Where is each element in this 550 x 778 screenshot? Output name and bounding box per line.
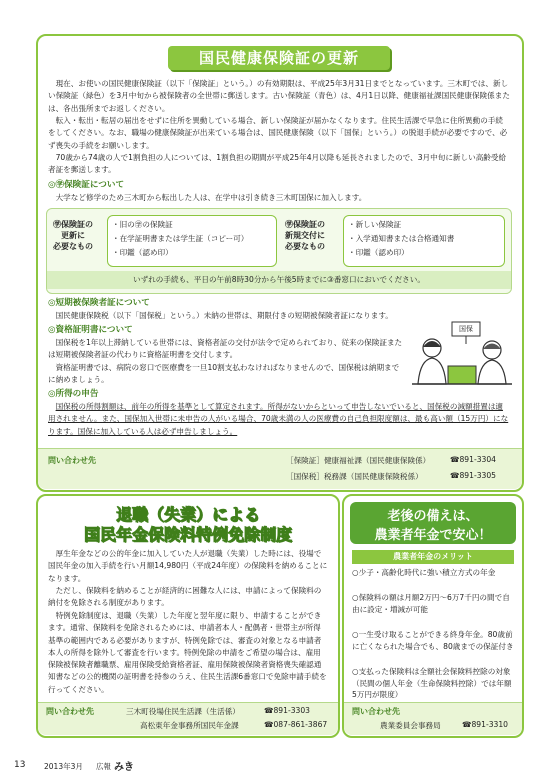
taishoku-contact-dept-1: 三木町役場住民生活課（生活係） — [126, 707, 240, 716]
taishoku-paragraph-2: ただし、保険料を納めることが経済的に困難な人には、申請によって保険料の納付を免除される制度があります。 — [48, 586, 322, 608]
gaku-heading: ◎㊫保険証について — [48, 180, 125, 190]
merit-item-1: ○少子・高齢化時代に強い積立方式の年金 — [352, 568, 496, 577]
nenkin-title-line1: 老後の備えは、 — [387, 509, 479, 524]
merit-heading: 農業者年金のメリット — [352, 550, 514, 564]
taishoku-contact-dept-2: 高松東年金事務所国民年金課 — [140, 721, 239, 730]
new-issue-label: ㊫保険証の 新規交付に 必要なもの — [285, 220, 325, 251]
kokuho-intro-1: 現在、お使いの国民健康保険証（以下「保険証」という。）の有効期限は、平成25年3月31日までとなっています。三木町では、新しい保険証（緑色）を3月中旬から被保険者の全世帯に郵送します。古い保険証（青色）は、4月1日以降、健康福祉課国民健康保険係または、各出張所までお返しください。 — [48, 79, 510, 113]
nenkin-title — [350, 502, 516, 544]
shikaku-text-2: 資格証明書では、病院の窓口で医療費を一旦10割支払わなければなりませんので、国保税は納期までに納めましょう。 — [48, 363, 400, 385]
shikaku-heading: ◎資格証明書について — [48, 325, 133, 335]
kokuho-section — [36, 34, 524, 492]
kokuho-contact-dept-1: ［保険証］健康福祉課（国民健康保険係） — [286, 456, 431, 465]
nenkin-title-line2: 農業者年金で安心！ — [374, 528, 492, 543]
new-issue-items-box: ・新しい保険証 ・入学通知書または合格通知書 ・印鑑（認め印） — [343, 215, 505, 267]
shikaku-text-1: 国保税を1年以上滞納している世帯には、資格者証の交付が法令で定められており、従来の保険証または短期被保険者証の代わりに資格証明書を交付します。 — [48, 338, 403, 360]
nenkin-contact-tel: ☎891-3310 — [462, 720, 509, 729]
nenkin-contact-label: 問い合わせ先 — [352, 707, 400, 716]
taishoku-title-line2: 国民年金保険料特例免除制度 — [83, 525, 292, 544]
kouhou-label: 広報 — [96, 762, 111, 771]
shotoku-text: 国保税の所得割額は、前年の所得を基準として算定されます。所得がないからといって申告しないでいると、国保税の減額措置は適用されません。また、国保加入世帯に未申告の人がいる場合、70歳未満の人の医療費の自己負担限度額は、最も高い額（15万円）になります。国保に加入している人は必ず申告しましょう。 — [48, 402, 509, 436]
kokuho-contact-dept-2: ［国保税］税務課（国民健康保険税係） — [286, 472, 423, 481]
nenkin-contact — [344, 702, 522, 735]
issue-date: 2013年3月 — [44, 762, 83, 771]
tanki-heading: ◎短期被保険者証について — [48, 298, 150, 308]
nenkin-section — [342, 494, 524, 738]
kokuho-intro-2: 転入・転出・転居の届出をせずに住所を異動している場合、新しい保険証が届かなくなります。住民生活課で早急に住所異動の手続をしてください。なお、職場の健康保険証が出来ている場合は、国民健康保険（以下「国保」という。）の脱退手続が必要ですので、必ず喪失の手続をお願いします。 — [48, 116, 508, 150]
kokuho-contact-tel-1: ☎891-3304 — [450, 455, 497, 464]
kokuho-intro-3: 70歳から74歳の人で1割負担の人については、1割負担の期間が平成25年4月以降も延長されましたので、3月中旬に新しい高齢受給者証を郵送します。 — [48, 153, 507, 175]
renewal-label: ㊫保険証の 更新に 必要なもの — [53, 220, 93, 251]
taishoku-contact-tel-1: ☎891-3303 — [264, 706, 311, 715]
taishoku-contact-label: 問い合わせ先 — [46, 707, 94, 716]
taishoku-paragraph-3: 特例免除制度は、退職（失業）した年度と翌年度に限り、申請することができます。通常、保険料を免除されるためには、申請者本人・配偶者・世帯主が所得基準の範囲内である必要がありますが、特例免除では、審査の対象となる申請者本人の所得を除外して審査を行います。特例免除の申請をご希望の場合は、雇用保険被保険者離職票、雇用保険受給資格者証、雇用保険被保険者資格喪失確認通知書などの公的機関の証明書を持参のうえ、住民生活課6番窓口で免除申請手続を行ってください。 — [48, 611, 327, 694]
tanki-text: 国民健康保険税（以下「国保税」という。）未納の世帯は、期限付きの短期被保険者証になります。 — [55, 311, 393, 320]
miki-logo: みき — [114, 762, 134, 773]
kokuho-contact-tel-2: ☎891-3305 — [450, 471, 497, 480]
renewal-items-box: ・旧の㊫の保険証 ・在学証明書または学生証（コピー可） ・印鑑（認め印） — [107, 215, 277, 267]
procedure-note: いずれの手続も、平日の午前8時30分から午後5時までに③番窓口においでください。 — [47, 271, 511, 289]
kokuho-title: 国民健康保険証の更新 — [168, 46, 390, 70]
kokuho-sign: 国保 — [459, 325, 473, 333]
kokuho-contact — [38, 448, 522, 489]
merit-item-3: ○一生受け取ることができる終身年金。80歳前に亡くなられた場合でも、80歳までの保証付き — [352, 630, 514, 651]
merit-item-2: ○保険料の額は月額2万円～6万7千円の間で自由に設定・増減が可能 — [352, 593, 510, 614]
shotoku-heading: ◎所得の申告 — [48, 389, 99, 399]
kokuho-contact-label: 問い合わせ先 — [48, 456, 96, 465]
taishoku-paragraph-1: 厚生年金などの公的年金に加入していた人が退職（失業）した時には、役場で国民年金の加入手続を行い月額14,980円（平成24年度）の保険料を納めることになります。 — [48, 549, 328, 583]
page-number: 13 — [14, 760, 26, 770]
taishoku-section — [36, 494, 340, 738]
taishoku-contact-tel-2: ☎087-861-3867 — [264, 720, 328, 729]
gaku-text: 大学など修学のため三木町から転出した人は、在学中は引き続き三木町国保に加入します。 — [55, 193, 367, 202]
nenkin-contact-dept: 農業委員会事務局 — [380, 721, 441, 730]
merit-item-4: ○支払った保険料は全額社会保険料控除の対象（民間の個人年金（生命保険料控除）では年額5万円が限度） — [352, 667, 512, 699]
taishoku-contact — [38, 702, 338, 735]
gaku-requirements-panel — [46, 208, 512, 294]
taishoku-title-line1: 退職（失業）による — [115, 505, 260, 524]
